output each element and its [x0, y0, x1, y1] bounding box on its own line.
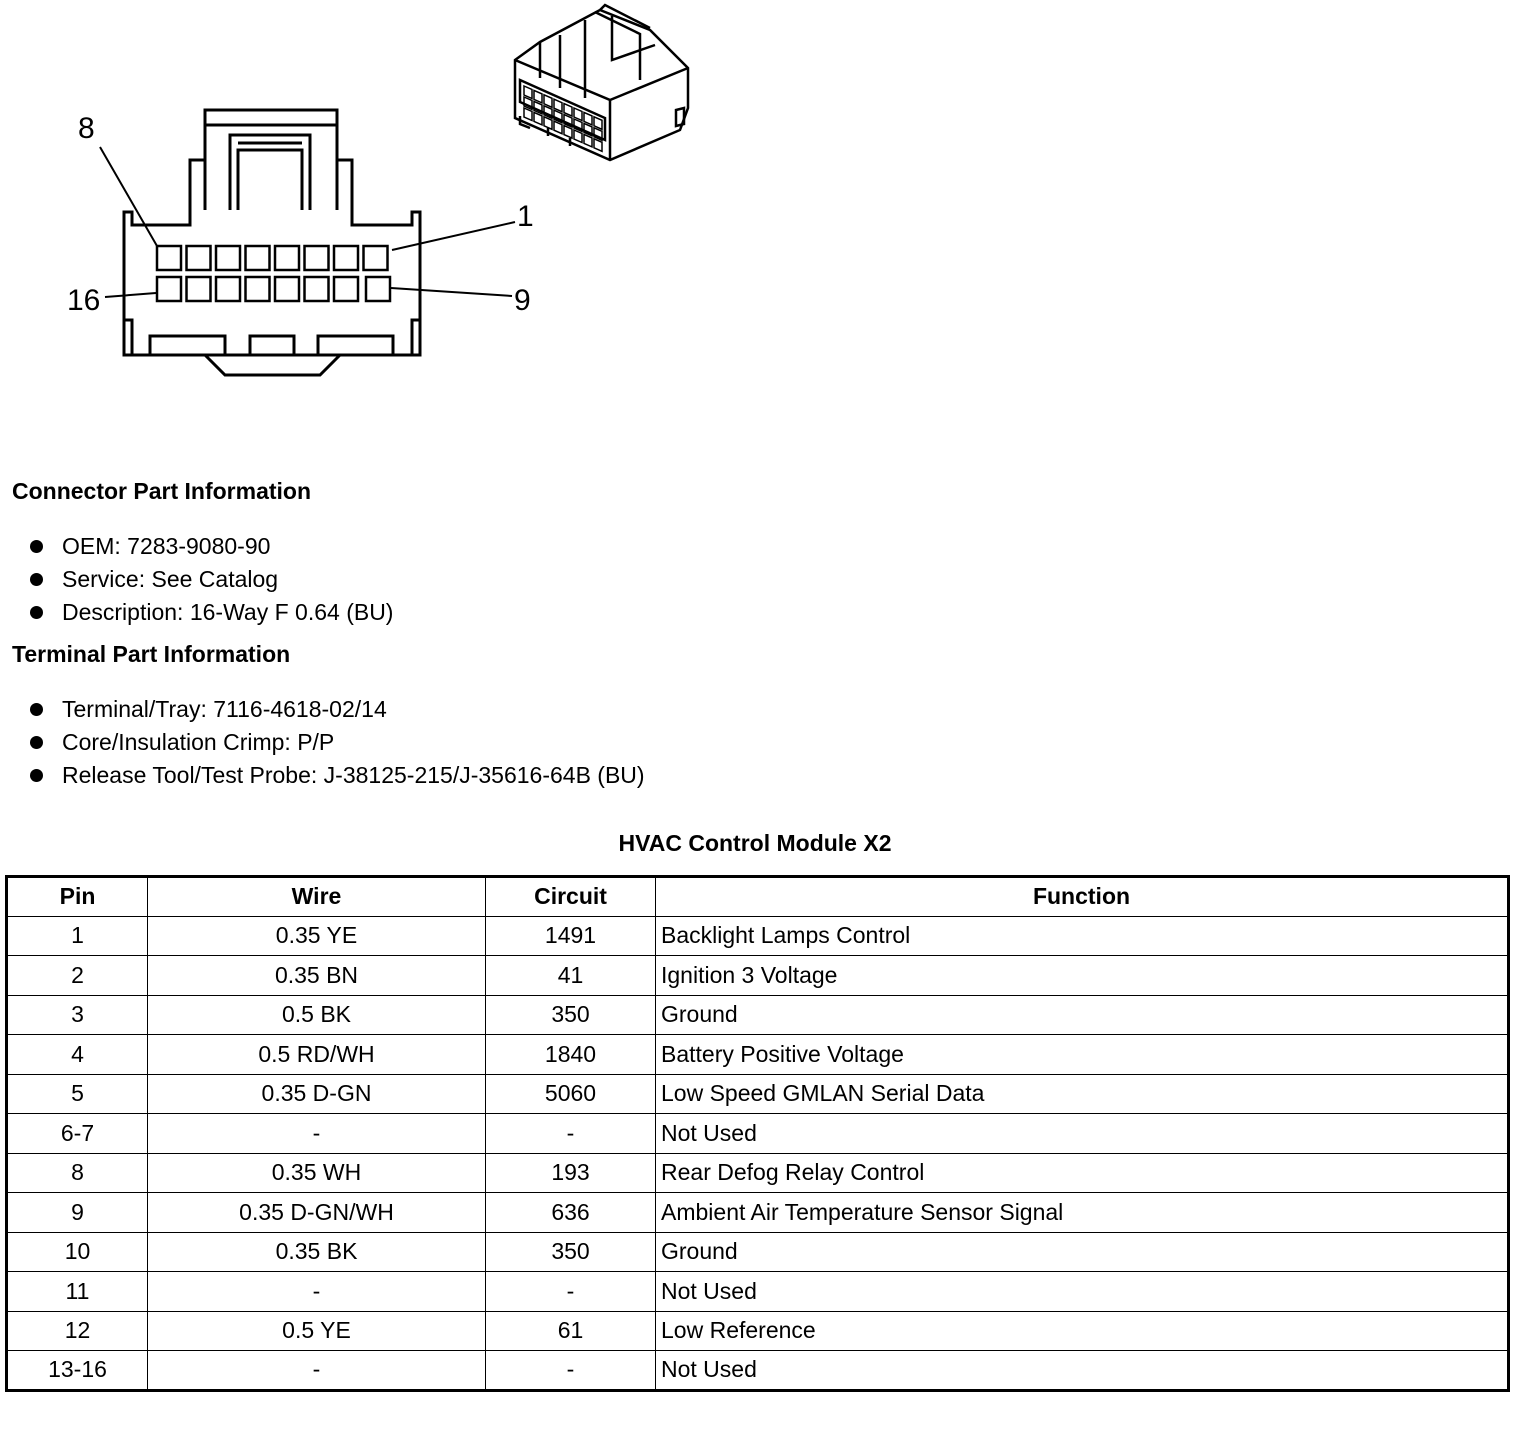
iso-cavity [564, 126, 572, 139]
header-function: Function [656, 877, 1509, 917]
cell-wire: - [148, 1114, 486, 1154]
cell-function: Not Used [656, 1351, 1509, 1391]
cell-wire: 0.35 D-GN [148, 1074, 486, 1114]
cell-pin: 2 [7, 956, 148, 996]
iso-cavity [554, 121, 562, 134]
cell-circuit: 1840 [486, 1035, 656, 1075]
table-row [7, 1074, 1509, 1114]
iso-cavity [584, 134, 592, 147]
pin-leaders [100, 147, 515, 297]
pin-label-16: 16 [67, 284, 101, 317]
cell-function: Low Reference [656, 1311, 1509, 1351]
cavity [364, 246, 388, 270]
connector-info-oem [28, 530, 393, 563]
table-row [7, 1311, 1509, 1351]
iso-cavity [554, 99, 562, 112]
iso-cavity [594, 139, 602, 152]
cell-wire: 0.5 BK [148, 995, 486, 1035]
cavity [187, 277, 211, 301]
cavity [216, 277, 240, 301]
table-header-row [7, 877, 1509, 917]
terminal-info-heading: Terminal Part Information [12, 641, 291, 667]
cavity [366, 277, 390, 301]
cell-circuit: 350 [486, 1232, 656, 1272]
cell-wire: 0.35 YE [148, 916, 486, 956]
cell-function: Ground [656, 1232, 1509, 1272]
cell-pin: 4 [7, 1035, 148, 1075]
cell-pin: 12 [7, 1311, 148, 1351]
cavity [187, 246, 211, 270]
table-row [7, 1114, 1509, 1154]
connector-3d-cavities [524, 86, 602, 151]
table-row [7, 956, 1509, 996]
bullet-text: Release Tool/Test Probe: J-38125-215/J-35616-64B (BU) [62, 762, 645, 788]
cavity [305, 246, 329, 270]
cell-wire: - [148, 1351, 486, 1391]
iso-cavity [574, 130, 582, 143]
iso-cavity [544, 117, 552, 130]
cavity [305, 277, 329, 301]
cavity [157, 246, 181, 270]
cavity [275, 246, 299, 270]
connector-info-service [28, 563, 393, 596]
cell-circuit: - [486, 1272, 656, 1312]
cell-wire: 0.35 D-GN/WH [148, 1193, 486, 1233]
cell-function: Ambient Air Temperature Sensor Signal [656, 1193, 1509, 1233]
terminal-cavities [157, 246, 390, 301]
table-row [7, 1153, 1509, 1193]
cell-function: Backlight Lamps Control [656, 916, 1509, 956]
bullet-icon [30, 573, 43, 586]
cavity [216, 246, 240, 270]
iso-cavity [584, 112, 592, 125]
cell-pin: 10 [7, 1232, 148, 1272]
connector-face [124, 110, 420, 375]
connector-diagram [0, 0, 760, 420]
cell-wire: - [148, 1272, 486, 1312]
cell-wire: 0.5 YE [148, 1311, 486, 1351]
cell-pin: 8 [7, 1153, 148, 1193]
cell-pin: 13-16 [7, 1351, 148, 1391]
cavity [246, 246, 270, 270]
cell-circuit: 1491 [486, 916, 656, 956]
cell-pin: 1 [7, 916, 148, 956]
cell-function: Rear Defog Relay Control [656, 1153, 1509, 1193]
header-circuit: Circuit [486, 877, 656, 917]
iso-cavity [534, 90, 542, 103]
cavity [275, 277, 299, 301]
table-row [7, 1232, 1509, 1272]
connector-info-description [28, 596, 393, 629]
cell-pin: 5 [7, 1074, 148, 1114]
terminal-info-list [28, 693, 645, 792]
iso-cavity [564, 104, 572, 117]
table-row [7, 916, 1509, 956]
bullet-text: Terminal/Tray: 7116-4618-02/14 [62, 696, 387, 722]
iso-cavity [524, 86, 532, 99]
cell-circuit: 193 [486, 1153, 656, 1193]
pin-label-9: 9 [514, 284, 531, 317]
cell-pin: 6-7 [7, 1114, 148, 1154]
terminal-info-tray [28, 693, 645, 726]
pinout-table [5, 875, 1510, 1392]
cell-function: Ignition 3 Voltage [656, 956, 1509, 996]
cell-circuit: 61 [486, 1311, 656, 1351]
connector-info-heading: Connector Part Information [12, 478, 312, 504]
iso-cavity [534, 112, 542, 125]
iso-cavity [524, 108, 532, 121]
pin-label-8: 8 [78, 112, 95, 145]
cell-circuit: - [486, 1351, 656, 1391]
table-row [7, 995, 1509, 1035]
bullet-text: Core/Insulation Crimp: P/P [62, 729, 335, 755]
pin-label-1: 1 [517, 200, 534, 233]
cell-pin: 11 [7, 1272, 148, 1312]
cell-function: Not Used [656, 1114, 1509, 1154]
cell-function: Ground [656, 995, 1509, 1035]
iso-cavity [544, 95, 552, 108]
cavity [334, 246, 358, 270]
table-title: HVAC Control Module X2 [618, 830, 892, 856]
cell-wire: 0.35 BN [148, 956, 486, 996]
table-row [7, 1351, 1509, 1391]
cell-function: Battery Positive Voltage [656, 1035, 1509, 1075]
terminal-info-crimp [28, 726, 645, 759]
table-row [7, 1035, 1509, 1075]
iso-cavity [574, 108, 582, 121]
cell-circuit: 5060 [486, 1074, 656, 1114]
cell-function: Low Speed GMLAN Serial Data [656, 1074, 1509, 1114]
cell-wire: 0.5 RD/WH [148, 1035, 486, 1075]
cavity [157, 277, 181, 301]
bullet-text: OEM: 7283-9080-90 [62, 533, 271, 559]
cavity [246, 277, 270, 301]
bullet-icon [30, 540, 43, 553]
bullet-icon [30, 769, 43, 782]
cell-wire: 0.35 BK [148, 1232, 486, 1272]
cell-circuit: 350 [486, 995, 656, 1035]
bullet-icon [30, 703, 43, 716]
cell-wire: 0.35 WH [148, 1153, 486, 1193]
header-pin: Pin [7, 877, 148, 917]
header-wire: Wire [148, 877, 486, 917]
cell-pin: 3 [7, 995, 148, 1035]
cell-function: Not Used [656, 1272, 1509, 1312]
bullet-icon [30, 606, 43, 619]
cell-pin: 9 [7, 1193, 148, 1233]
iso-cavity [594, 117, 602, 130]
cell-circuit: 636 [486, 1193, 656, 1233]
table-row [7, 1193, 1509, 1233]
cell-circuit: 41 [486, 956, 656, 996]
bullet-text: Description: 16-Way F 0.64 (BU) [62, 599, 394, 625]
bullet-icon [30, 736, 43, 749]
connector-info-list [28, 530, 393, 629]
bullet-text: Service: See Catalog [62, 566, 279, 592]
cavity [334, 277, 358, 301]
cell-circuit: - [486, 1114, 656, 1154]
table-row [7, 1272, 1509, 1312]
terminal-info-tool [28, 759, 645, 792]
